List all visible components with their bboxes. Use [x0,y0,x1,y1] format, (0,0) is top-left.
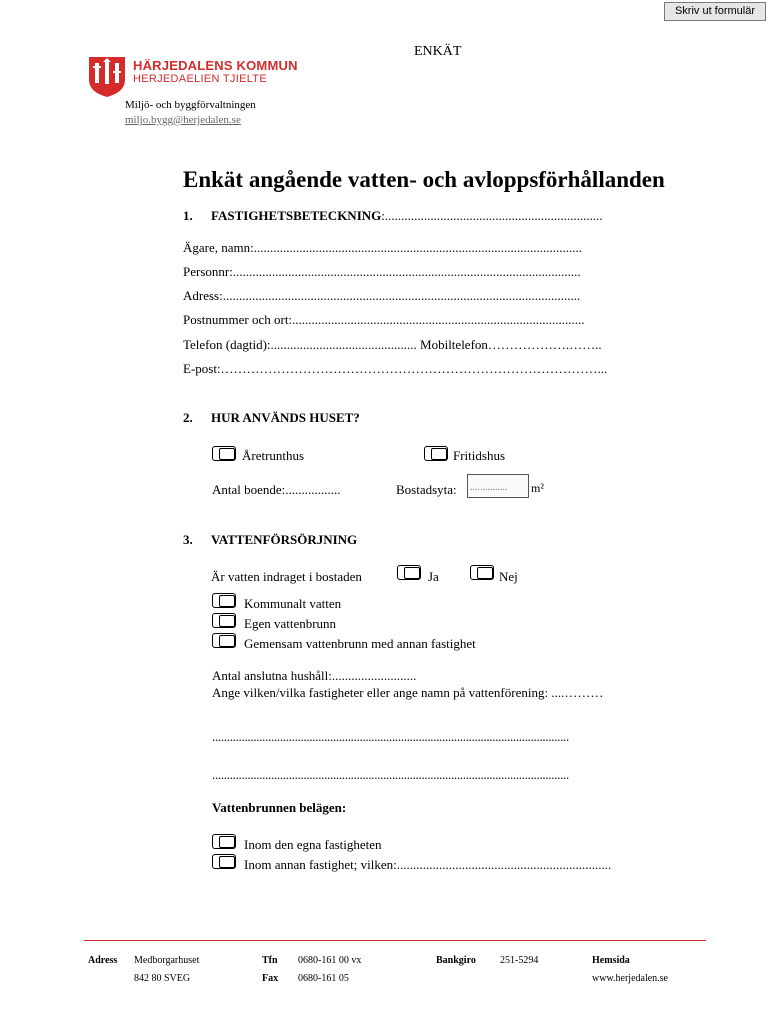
municipal-water-label: Kommunalt vatten [244,596,342,611]
shared-well-checkbox[interactable] [212,633,236,648]
owner-name-field[interactable]: Ägare, namn:..................................................................................................... [183,240,583,255]
print-form-button[interactable]: Skriv ut formulär [664,2,766,21]
section-1-heading-row[interactable] [211,208,603,224]
footer-divider [84,940,706,941]
footer-bankgiro: 251-5294 [500,955,539,966]
footer-address-line2: 842 80 SVEG [134,973,191,984]
postal-code-city-field[interactable]: Postnummer och ort:.......................................................................................... [183,312,585,327]
municipal-water-checkbox[interactable] [212,593,236,608]
living-area-label: Bostadsyta: [396,482,457,497]
living-area-unit: m² [531,481,544,495]
well-other-property-checkbox[interactable] [212,854,236,869]
footer-phone-label: Tfn [262,955,278,966]
water-yes-label: Ja [428,569,439,584]
section-2-heading: HUR ANVÄNDS HUSET? [211,410,360,425]
footer-website-label: Hemsida [592,955,630,966]
department-name: Miljö- och byggförvaltningen [125,99,256,111]
shared-well-label: Gemensam vattenbrunn med annan fastighet [244,636,476,651]
address-field[interactable]: Adress:.............................................................................................................. [183,288,581,303]
well-own-property-checkbox[interactable] [212,834,236,849]
own-well-checkbox[interactable] [212,613,236,628]
well-other-property-field[interactable]: Inom annan fastighet; vilken:.................................................................. [244,857,612,872]
section-1-number: 1. [183,208,193,223]
brand-name: HÄRJEDALENS KOMMUN [133,58,298,73]
water-installed-question: Är vatten indraget i bostaden [211,569,362,584]
section-2-number: 2. [183,410,193,425]
footer-bankgiro-label: Bankgiro [436,955,476,966]
section-3-number: 3. [183,532,193,547]
water-association-field[interactable]: Ange vilken/vilka fastigheter eller ange namn på vattenförening: ....……… [212,685,604,700]
leisure-home-checkbox[interactable] [424,446,448,461]
footer-address-line1: Medborgarhuset [134,955,200,966]
residents-field[interactable]: Antal boende:................. [212,482,341,497]
footer-website-link[interactable]: www.herjedalen.se [592,973,668,984]
leisure-home-label: Fritidshus [453,448,506,463]
footer-address-label: Adress [88,955,118,966]
section-3-heading: VATTENFÖRSÖRJNING [211,532,358,547]
water-no-label: Nej [499,569,518,584]
own-well-label: Egen vattenbrunn [244,616,337,631]
footer-fax: 0680-161 05 [298,973,349,984]
year-round-label: Åretrunthus [242,448,305,463]
water-yes-checkbox[interactable] [397,565,421,580]
email-link[interactable]: miljo.bygg@herjedalen.se [125,114,241,126]
blank-line-1[interactable]: ......................................................................................................................... [212,729,569,744]
property-id-field[interactable]: :................................................................... [381,208,603,223]
well-own-property-label: Inom den egna fastigheten [244,837,382,852]
phone-mobile-field[interactable]: Telefon (dagtid):............................................. Mobiltelefon……………….…….. [183,337,602,352]
connected-households-field[interactable]: Antal anslutna hushåll:.......................... [212,668,417,683]
well-location-heading: Vattenbrunnen belägen: [212,800,347,815]
brand-subname: HERJEDAELIEN TJIELTE [133,73,267,85]
footer-fax-label: Fax [262,973,279,984]
document-label: ENKÄT [414,44,462,59]
page-title: Enkät angående vatten- och avloppsförhållanden [183,167,665,192]
year-round-checkbox[interactable] [212,446,236,461]
municipality-shield-logo [88,56,126,98]
footer-phone: 0680-161 00 vx [298,955,362,966]
section-1-heading: FASTIGHETSBETECKNING [211,208,382,223]
water-no-checkbox[interactable] [470,565,494,580]
living-area-dots: ............... [470,482,508,493]
personal-number-field[interactable]: Personnr:........................................................................................................... [183,264,581,279]
email-field[interactable]: E-post:……………………………………………………………………………... [183,361,608,376]
blank-line-2[interactable]: ......................................................................................................................... [212,767,569,782]
